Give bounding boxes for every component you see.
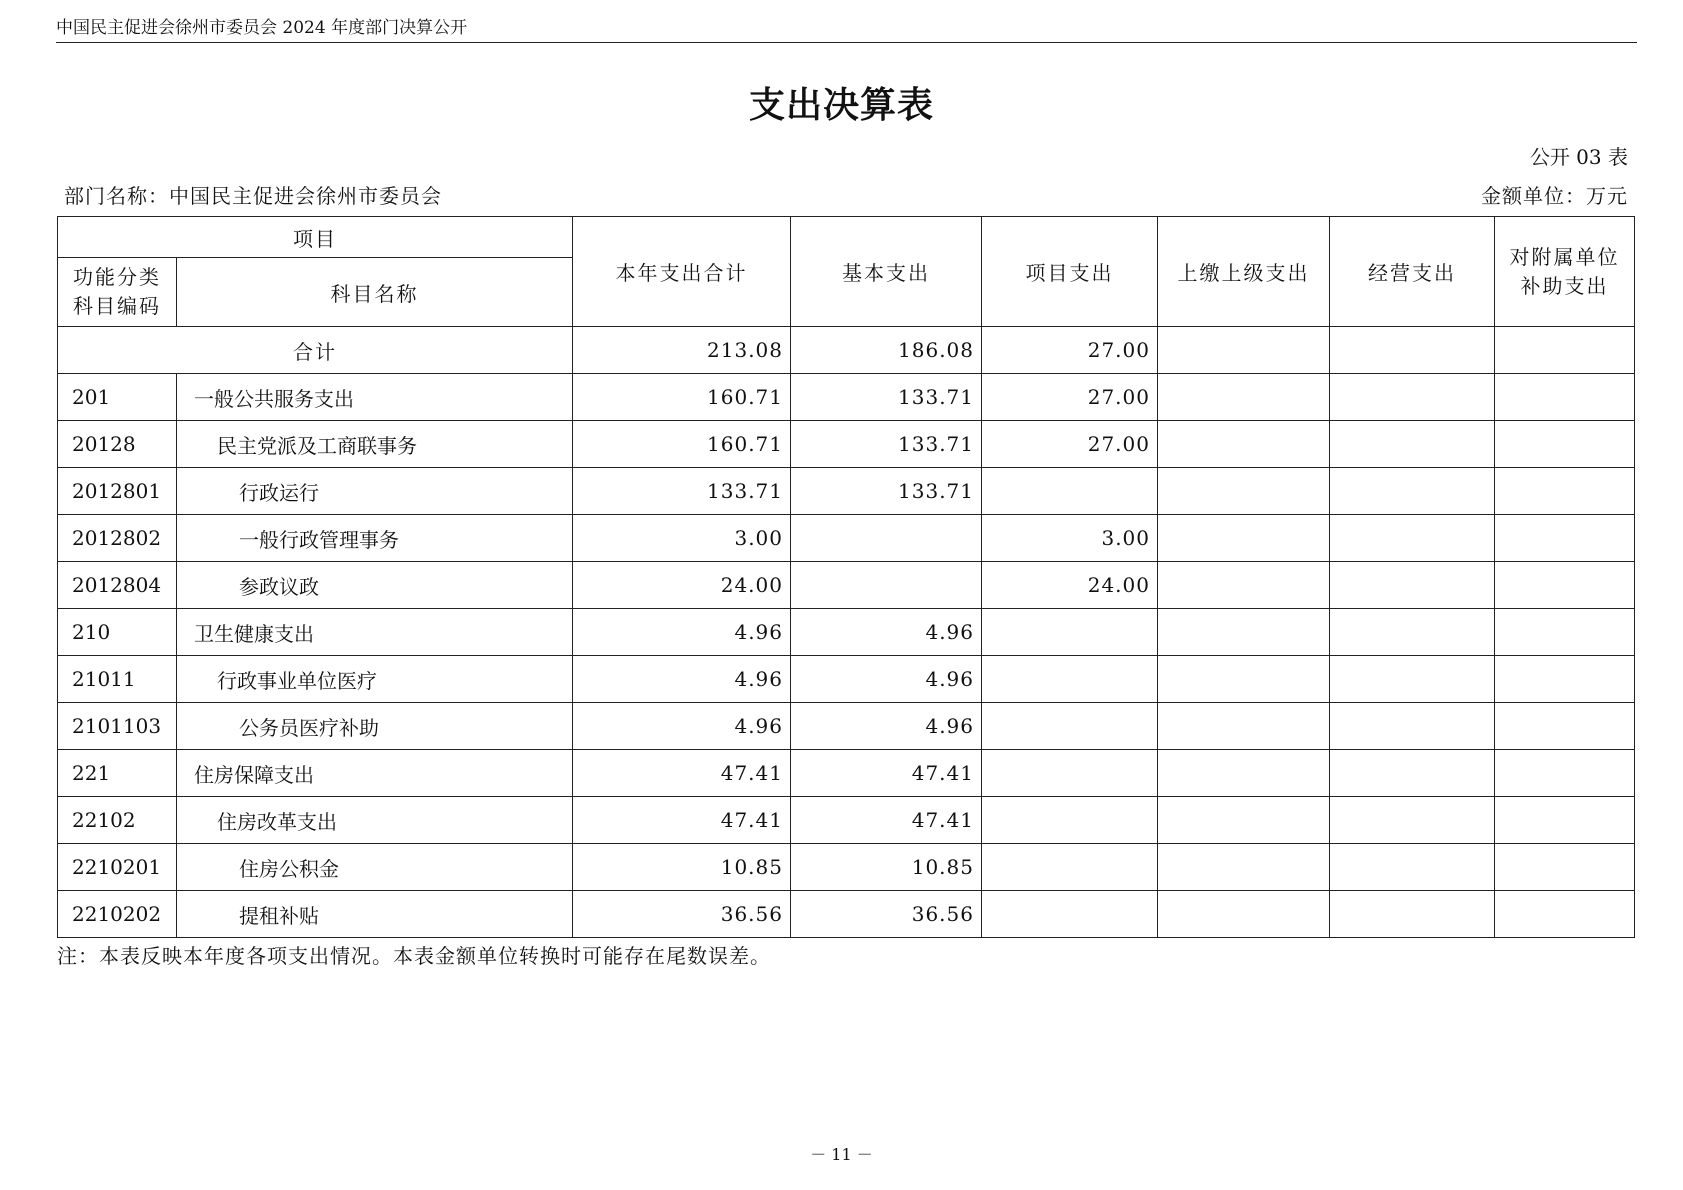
upper-cell xyxy=(1158,703,1330,750)
table-row xyxy=(58,891,1635,938)
project-cell: 24.00 xyxy=(982,562,1158,609)
name-cell: 行政运行 xyxy=(177,468,573,515)
project-cell xyxy=(982,844,1158,891)
business-cell xyxy=(1330,374,1495,421)
upper-cell xyxy=(1158,468,1330,515)
upper-cell xyxy=(1158,609,1330,656)
header-project-expenditure: 项目支出 xyxy=(982,217,1158,327)
page-title: 支出决算表 xyxy=(748,84,934,126)
header-project: 项目 xyxy=(58,217,573,258)
subsidy-cell xyxy=(1495,656,1635,703)
total-cell: 4.96 xyxy=(573,609,791,656)
running-header: 中国民主促进会徐州市委员会 2024 年度部门决算公开 xyxy=(56,17,1637,43)
subsidy-cell xyxy=(1495,844,1635,891)
project-cell xyxy=(982,703,1158,750)
header-total: 本年支出合计 xyxy=(573,217,791,327)
table-row xyxy=(58,703,1635,750)
upper-cell xyxy=(1158,327,1330,374)
business-cell xyxy=(1330,562,1495,609)
project-cell: 27.00 xyxy=(982,421,1158,468)
basic-cell: 4.96 xyxy=(791,609,982,656)
subsidy-cell xyxy=(1495,891,1635,938)
project-cell xyxy=(982,468,1158,515)
table-row xyxy=(58,515,1635,562)
name-cell: 一般行政管理事务 xyxy=(177,515,573,562)
name-cell: 一般公共服务支出 xyxy=(177,374,573,421)
footnote: 注：本表反映本年度各项支出情况。本表金额单位转换时可能存在尾数误差。 xyxy=(57,944,771,968)
project-cell: 27.00 xyxy=(982,327,1158,374)
header-name: 科目名称 xyxy=(177,258,573,327)
total-cell: 47.41 xyxy=(573,797,791,844)
table-row xyxy=(58,750,1635,797)
total-cell: 213.08 xyxy=(573,327,791,374)
project-cell xyxy=(982,656,1158,703)
project-cell: 27.00 xyxy=(982,374,1158,421)
table-row xyxy=(58,656,1635,703)
subsidy-cell xyxy=(1495,468,1635,515)
business-cell xyxy=(1330,515,1495,562)
basic-cell: 47.41 xyxy=(791,797,982,844)
header-business: 经营支出 xyxy=(1330,217,1495,327)
table-row xyxy=(58,562,1635,609)
header-basic: 基本支出 xyxy=(791,217,982,327)
subsidy-cell xyxy=(1495,750,1635,797)
code-cell: 20128 xyxy=(58,421,177,468)
name-cell: 卫生健康支出 xyxy=(177,609,573,656)
project-cell xyxy=(982,891,1158,938)
upper-cell xyxy=(1158,421,1330,468)
business-cell xyxy=(1330,891,1495,938)
total-cell: 160.71 xyxy=(573,421,791,468)
basic-cell: 47.41 xyxy=(791,750,982,797)
total-cell: 160.71 xyxy=(573,374,791,421)
table-row xyxy=(58,468,1635,515)
total-label: 合计 xyxy=(58,327,573,374)
basic-cell: 133.71 xyxy=(791,468,982,515)
project-cell xyxy=(982,609,1158,656)
code-cell: 2101103 xyxy=(58,703,177,750)
upper-cell xyxy=(1158,797,1330,844)
business-cell xyxy=(1330,797,1495,844)
header-upper-remit: 上缴上级支出 xyxy=(1158,217,1330,327)
code-cell: 21011 xyxy=(58,656,177,703)
amount-unit: 金额单位：万元 xyxy=(1481,184,1628,208)
total-cell: 24.00 xyxy=(573,562,791,609)
code-cell: 2210201 xyxy=(58,844,177,891)
subsidy-cell xyxy=(1495,374,1635,421)
name-cell: 住房公积金 xyxy=(177,844,573,891)
subsidy-cell xyxy=(1495,421,1635,468)
total-cell: 133.71 xyxy=(573,468,791,515)
total-cell: 36.56 xyxy=(573,891,791,938)
code-cell: 2012801 xyxy=(58,468,177,515)
business-cell xyxy=(1330,656,1495,703)
name-cell: 提租补贴 xyxy=(177,891,573,938)
project-cell xyxy=(982,797,1158,844)
upper-cell xyxy=(1158,844,1330,891)
basic-cell: 133.71 xyxy=(791,374,982,421)
basic-cell xyxy=(791,562,982,609)
code-cell: 2210202 xyxy=(58,891,177,938)
table-body xyxy=(58,327,1635,938)
header-subsidy: 对附属单位补助支出 xyxy=(1495,217,1635,327)
upper-cell xyxy=(1158,656,1330,703)
total-cell: 10.85 xyxy=(573,844,791,891)
name-cell: 公务员医疗补助 xyxy=(177,703,573,750)
basic-cell: 4.96 xyxy=(791,703,982,750)
basic-cell: 133.71 xyxy=(791,421,982,468)
upper-cell xyxy=(1158,562,1330,609)
project-cell xyxy=(982,750,1158,797)
name-cell: 参政议政 xyxy=(177,562,573,609)
subsidy-cell xyxy=(1495,515,1635,562)
project-cell: 3.00 xyxy=(982,515,1158,562)
department-name: 部门名称：中国民主促进会徐州市委员会 xyxy=(64,184,442,208)
upper-cell xyxy=(1158,515,1330,562)
name-cell: 民主党派及工商联事务 xyxy=(177,421,573,468)
code-cell: 210 xyxy=(58,609,177,656)
code-cell: 201 xyxy=(58,374,177,421)
basic-cell: 10.85 xyxy=(791,844,982,891)
total-cell: 47.41 xyxy=(573,750,791,797)
subsidy-cell xyxy=(1495,797,1635,844)
subsidy-cell xyxy=(1495,609,1635,656)
upper-cell xyxy=(1158,891,1330,938)
code-cell: 2012802 xyxy=(58,515,177,562)
code-cell: 2012804 xyxy=(58,562,177,609)
expenditure-table xyxy=(57,216,1635,938)
name-cell: 行政事业单位医疗 xyxy=(177,656,573,703)
page-number: － 11 － xyxy=(810,1145,873,1164)
subsidy-cell xyxy=(1495,703,1635,750)
name-cell: 住房保障支出 xyxy=(177,750,573,797)
business-cell xyxy=(1330,421,1495,468)
form-code: 公开 03 表 xyxy=(1529,145,1628,169)
table-row xyxy=(58,844,1635,891)
table-row xyxy=(58,609,1635,656)
business-cell xyxy=(1330,750,1495,797)
subsidy-cell xyxy=(1495,562,1635,609)
business-cell xyxy=(1330,844,1495,891)
subsidy-cell xyxy=(1495,327,1635,374)
business-cell xyxy=(1330,609,1495,656)
table-row xyxy=(58,374,1635,421)
upper-cell xyxy=(1158,750,1330,797)
name-cell: 住房改革支出 xyxy=(177,797,573,844)
total-row xyxy=(58,327,1635,374)
total-cell: 3.00 xyxy=(573,515,791,562)
code-cell: 22102 xyxy=(58,797,177,844)
header-code: 功能分类科目编码 xyxy=(58,258,177,327)
basic-cell: 186.08 xyxy=(791,327,982,374)
total-cell: 4.96 xyxy=(573,656,791,703)
business-cell xyxy=(1330,703,1495,750)
total-cell: 4.96 xyxy=(573,703,791,750)
table-row xyxy=(58,797,1635,844)
basic-cell: 36.56 xyxy=(791,891,982,938)
business-cell xyxy=(1330,327,1495,374)
table-row xyxy=(58,421,1635,468)
basic-cell: 4.96 xyxy=(791,656,982,703)
basic-cell xyxy=(791,515,982,562)
business-cell xyxy=(1330,468,1495,515)
upper-cell xyxy=(1158,374,1330,421)
code-cell: 221 xyxy=(58,750,177,797)
